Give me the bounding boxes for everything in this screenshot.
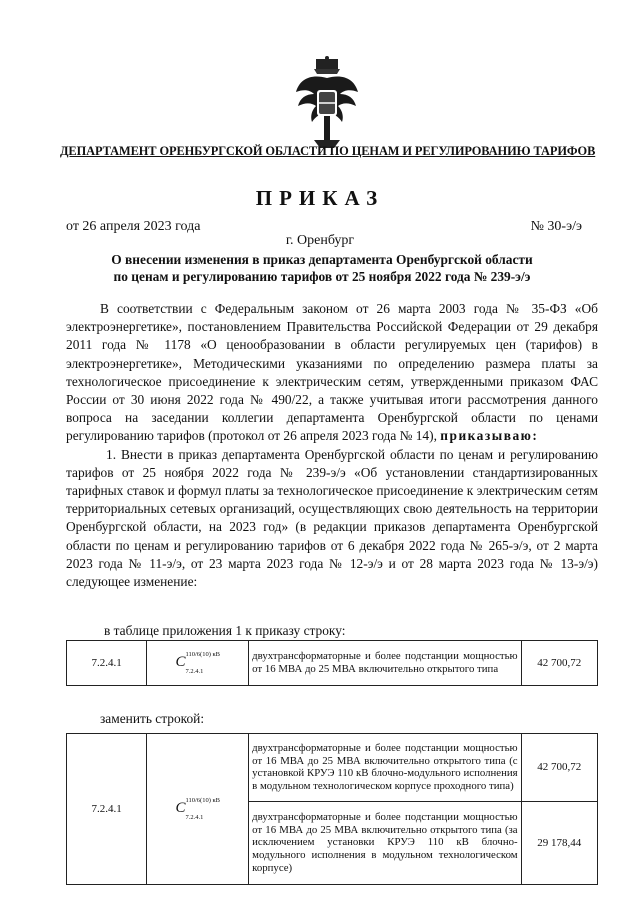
- formula-superscript: 110/6(10) кВ: [185, 797, 220, 804]
- formula-symbol: C: [175, 800, 186, 817]
- formula-subscript: 7.2.4.1: [185, 814, 204, 821]
- table-cell-formula: [147, 734, 249, 885]
- formula-subscript: 7.2.4.1: [185, 668, 204, 675]
- city: г. Оренбург: [285, 233, 355, 248]
- document-title: ПРИКАЗ: [255, 186, 385, 210]
- order-subject-line-2: по ценам и регулированию тарифов от 25 ноября 2022 года № 239-э/э: [113, 269, 531, 284]
- table-cell-formula: [147, 641, 249, 686]
- table-cell-description: двухтрансформаторные и более подстанции мощностью от 16 МВА до 25 МВА включительно открытого типа (с установкой КРУЭ 110 кВ блочно-модульного исполнения в модульном технологическом корпусе проходного типа): [249, 734, 521, 802]
- order-subject: [60, 251, 584, 285]
- tariff-formula: [175, 651, 220, 675]
- tariff-formula: [175, 797, 220, 821]
- order-subject-line-1: О внесении изменения в приказ департамента Оренбургской области: [111, 252, 533, 267]
- department-name: ДЕПАРТАМЕНТ ОРЕНБУРГСКОЙ ОБЛАСТИ ПО ЦЕНАМ И РЕГУЛИРОВАНИЮ ТАРИФОВ: [60, 144, 596, 158]
- coat-of-arms-emblem: [294, 56, 360, 152]
- table-old-intro: в таблице приложения 1 к приказу строку:: [104, 623, 346, 638]
- table-cell-description: двухтрансформаторные и более подстанции мощностью от 16 МВА до 25 МВА включительно открытого типа (за исключением установки КРУЭ 110 кВ блочно-модульного исполнения в модульном технологическом корпусе): [249, 801, 521, 884]
- formula-superscript: 110/6(10) кВ: [185, 651, 220, 658]
- table-cell-description: двухтрансформаторные и более подстанции мощностью от 16 МВА до 25 МВА включительно открытого типа: [249, 641, 521, 686]
- table-cell-code: 7.2.4.1: [67, 734, 147, 885]
- order-body: [66, 300, 598, 591]
- order-date: от 26 апреля 2023 года: [66, 219, 201, 234]
- table-new-intro: заменить строкой:: [100, 711, 205, 726]
- formula-symbol: C: [175, 654, 186, 671]
- table-row: [67, 641, 598, 686]
- table-old-row: [66, 640, 598, 686]
- item-1-paragraph: 1. Внести в приказ департамента Оренбургской области по ценам и регулированию тарифов от 25 ноября 2022 года № 239-э/э «Об установлении стандартизированных тарифных ставок и формул платы за технологическое присоединение к электрическим сетям территориальных сетевых организаций, осуществляющих свою деятельность на территории Оренбургской области, на 2023 год» (в редакции приказов департамента Оренбургской области по ценам и регулированию тарифов от 6 декабря 2022 года № 265-э/э, от 2 марта 2023 года № 11-э/э, от 23 марта 2023 года № 12-э/э и от 28 марта 2023 года № 13-э/э) следующее изменение:: [66, 446, 598, 590]
- table-cell-value: 42 700,72: [521, 734, 597, 802]
- order-number: № 30-э/э: [530, 219, 582, 234]
- table-cell-value: 42 700,72: [521, 641, 597, 686]
- table-cell-code: 7.2.4.1: [67, 641, 147, 686]
- preamble-paragraph: [66, 300, 598, 446]
- table-new-rows: [66, 733, 598, 885]
- table-cell-value: 29 178,44: [521, 801, 597, 884]
- table-row: [67, 734, 598, 802]
- preamble-text: В соответствии с Федеральным законом от 26 марта 2003 года № 35-ФЗ «Об электроэнергетике», постановлением Правительства Российской Федерации от 29 декабря 2011 года № 1178 «О ценообразовании в области регулируемых цен (тарифов) в электроэнергетике», Методическими указаниями по определению размера платы за технологическое присоединение к электрическим сетям, утвержденными приказом ФАС России от 30 июня 2022 года № 490/22, а также учитывая итоги рассмотрения данного вопроса на заседании коллегии департамента Оренбургской области по ценами регулированию тарифов (протокол от 26 апреля 2023 года № 14),: [66, 301, 598, 444]
- order-word: приказываю:: [440, 428, 539, 444]
